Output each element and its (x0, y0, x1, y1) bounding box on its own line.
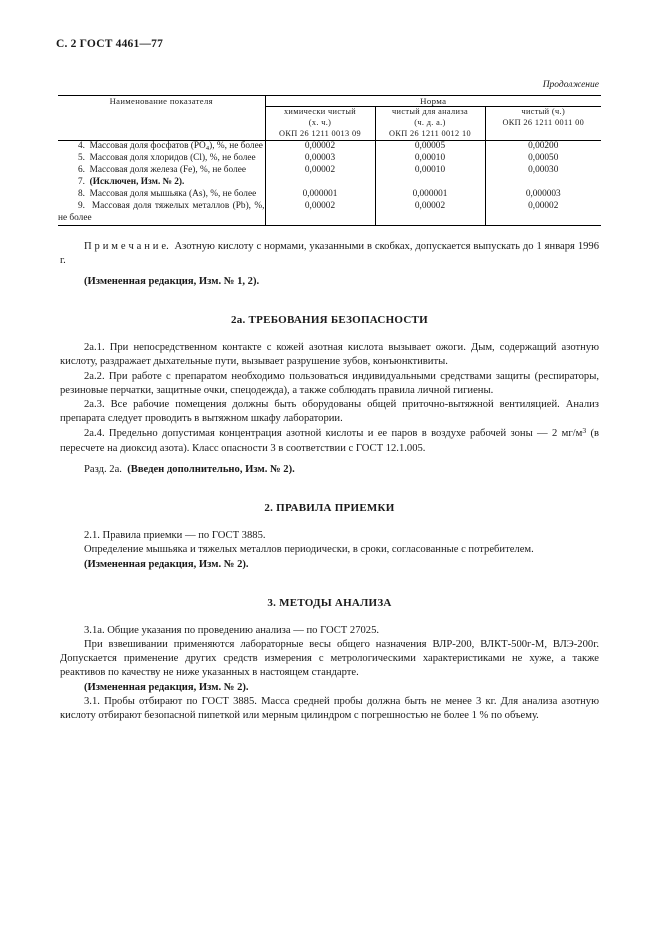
grade-short-0: (х. ч.) (308, 117, 332, 127)
row-2-value-1: 0,00010 (375, 165, 485, 177)
row-4-num: 8. (78, 188, 85, 199)
section-heading-2: 2. ПРАВИЛА ПРИЕМКИ (264, 502, 395, 515)
document-body (60, 240, 599, 724)
row-0-text-before: Массовая доля фосфатов (PO (89, 140, 206, 151)
note-label: П р и м е ч а н и е. (84, 240, 169, 252)
paragraph-2a-4-before: 2a.4. Предельно допустимая концентрация азотной кислоты и ее паров в воздухе рабочей зоны — 2 мг/м (84, 428, 583, 440)
section-heading-2a: 2a. ТРЕБОВАНИЯ БЕЗОПАСНОСТИ (231, 314, 428, 327)
paragraph-2a-3: 2a.3. Все рабочие помещения должны быть оборудованы общей приточно-вытяжной вентиляцией. Анализ препарата следует проводить в вытяжном шкафу лаборатории. (60, 399, 599, 425)
grade-name-0: химически чистый (283, 107, 357, 116)
paragraph-2a-2: 2a.2. При работе с препаратом необходимо пользоваться индивидуальными средствами защиты (респираторы, резиновые перчатки, защитные очки, спецодежда), а также соблюдать правила личной гигиены. (60, 370, 599, 396)
paragraph-2-1: 2.1. Правила приемки — по ГОСТ 3885. (84, 530, 266, 542)
row-2-indicator (58, 165, 265, 177)
row-4-text-before: Массовая доля мышьяка (As), %, не более (89, 188, 257, 199)
grade-short-1: (ч. д. а.) (414, 117, 446, 127)
paragraph-3-1: 3.1. Пробы отбирают по ГОСТ 3885. Масса средней пробы должна быть не менее 3 кг. Для анализа азотную кислоту отбирают безопасной пипеткой или мерным цилиндром с погрешностью не более 1 % по объему. (60, 695, 599, 722)
row-2-num: 6. (78, 165, 85, 176)
table-row (58, 165, 601, 177)
paragraph-2a-4-after: (в пересчете на диоксид азота). Класс опасности 3 в соответствии с ГОСТ 12.1.005. (60, 428, 599, 454)
row-5-indicator (58, 201, 265, 225)
row-1-value-2: 0,00050 (528, 153, 559, 164)
note-paragraph (60, 240, 599, 268)
row-1-indicator (58, 153, 265, 165)
running-head: С. 2 ГОСТ 4461—77 (56, 38, 164, 50)
row-2-value-0: 0,00002 (265, 165, 375, 177)
paragraph-2a-4-superscript: 3 (582, 426, 587, 436)
table-row (58, 177, 601, 189)
row-4-value-2: 0,000003 (525, 188, 561, 199)
row-3-value-0 (265, 177, 375, 189)
grade-okp-2: ОКП 26 1211 0011 00 (502, 117, 585, 127)
table-header-row-group (58, 96, 601, 107)
grade-name-1: чистый для анализа (392, 107, 468, 116)
row-1-text-before: Массовая доля хлоридов (Cl), %, не более (89, 153, 256, 164)
table-row (58, 140, 601, 153)
row-0-indicator (58, 140, 265, 153)
row-3-indicator (58, 177, 265, 189)
section-3-revision: (Измененная редакция, Изм. № 2). (84, 681, 249, 693)
table-row (58, 201, 601, 225)
row-1-num: 5. (78, 153, 85, 164)
row-5-value-0: 0,00002 (265, 201, 375, 225)
note-text: Азотную кислоту с нормами, указанными в скобках, допускается выпускать до 1 января 1996 г. (60, 240, 600, 266)
row-0-value-1: 0,00005 (375, 140, 485, 153)
row-0-value-2: 0,00200 (485, 140, 601, 153)
row-0-subscript: 4 (205, 144, 210, 152)
row-4-value-0: 0,000001 (265, 189, 375, 201)
table-row (58, 189, 601, 201)
razdel-2a-bold: (Введен дополнительно, Изм. № 2). (127, 464, 295, 476)
row-5-num: 9. (78, 200, 85, 211)
razdel-2a-prefix: Разд. 2а. (84, 464, 122, 476)
row-1-value-1: 0,00010 (375, 153, 485, 165)
grade-okp-0: ОКП 26 1211 0013 09 (279, 128, 361, 138)
row-3-num: 7. (78, 177, 85, 188)
row-4-value-1: 0,000001 (375, 189, 485, 201)
row-0-value-0: 0,00002 (265, 140, 375, 153)
header-cell-grade-1 (375, 107, 485, 141)
row-3-value-2 (485, 177, 601, 189)
row-4-indicator (58, 189, 265, 201)
header-cell-indicator-name: Наименование показателя (58, 96, 265, 141)
paragraph-2a-4 (60, 426, 599, 456)
row-2-text-before: Массовая доля железа (Fe), %, не более (89, 165, 246, 176)
row-3-text-before: (Исключен, Изм. № 2). (89, 177, 185, 188)
row-1-value-0: 0,00003 (265, 153, 375, 165)
row-5-value-2: 0,00002 (485, 201, 601, 225)
paragraph-3-1a: 3.1a. Общие указания по проведению анализа — по ГОСТ 27025. (84, 624, 380, 636)
paragraph-2a-1: 2a.1. При непосредственном контакте с кожей азотная кислота вызывает ожоги. Дым, содержащий азотную кислоту, раздражает дыхательные пути, вызывает разрушение зубов, конъюнктивиты. (60, 342, 599, 368)
continuation-label: Продолжение (542, 80, 599, 90)
section-2-revision: (Измененная редакция, Изм. № 2). (84, 558, 249, 570)
section-heading-3: 3. МЕТОДЫ АНАЛИЗА (267, 596, 392, 609)
paragraph-2-2: Определение мышьяка и тяжелых металлов периодически, в сроки, согласованные с потребителем. (84, 544, 534, 556)
row-5-text-before: Массовая доля тяжелых металлов (Pb), %, не более (58, 200, 265, 223)
grade-name-2: чистый (ч.) (521, 107, 566, 116)
row-2-value-2: 0,00030 (528, 165, 559, 176)
note-revision: (Измененная редакция, Изм. № 1, 2). (84, 276, 260, 288)
header-cell-grade-2 (485, 107, 601, 141)
paragraph-3-weighing: При взвешивании применяются лабораторные весы общего назначения ВЛР-200, ВЛКТ-500г-М, ВЛЭ-200г. Допускается применение других средств измерения с метрологическими характеристиками не хуже, а также реактивов по качеству не ниже указанных в настоящем стандарте. (60, 638, 599, 679)
row-0-num: 4. (78, 140, 85, 151)
grade-okp-1: ОКП 26 1211 0012 10 (389, 128, 471, 138)
row-0-text-after: ), %, не более (209, 140, 263, 151)
header-cell-norm-group: Норма (265, 96, 601, 107)
razdel-2a-revision (60, 463, 599, 477)
row-5-value-1: 0,00002 (375, 201, 485, 225)
header-cell-grade-0 (265, 107, 375, 141)
row-3-value-1 (375, 177, 485, 189)
norms-table (58, 95, 601, 226)
table-row (58, 153, 601, 165)
